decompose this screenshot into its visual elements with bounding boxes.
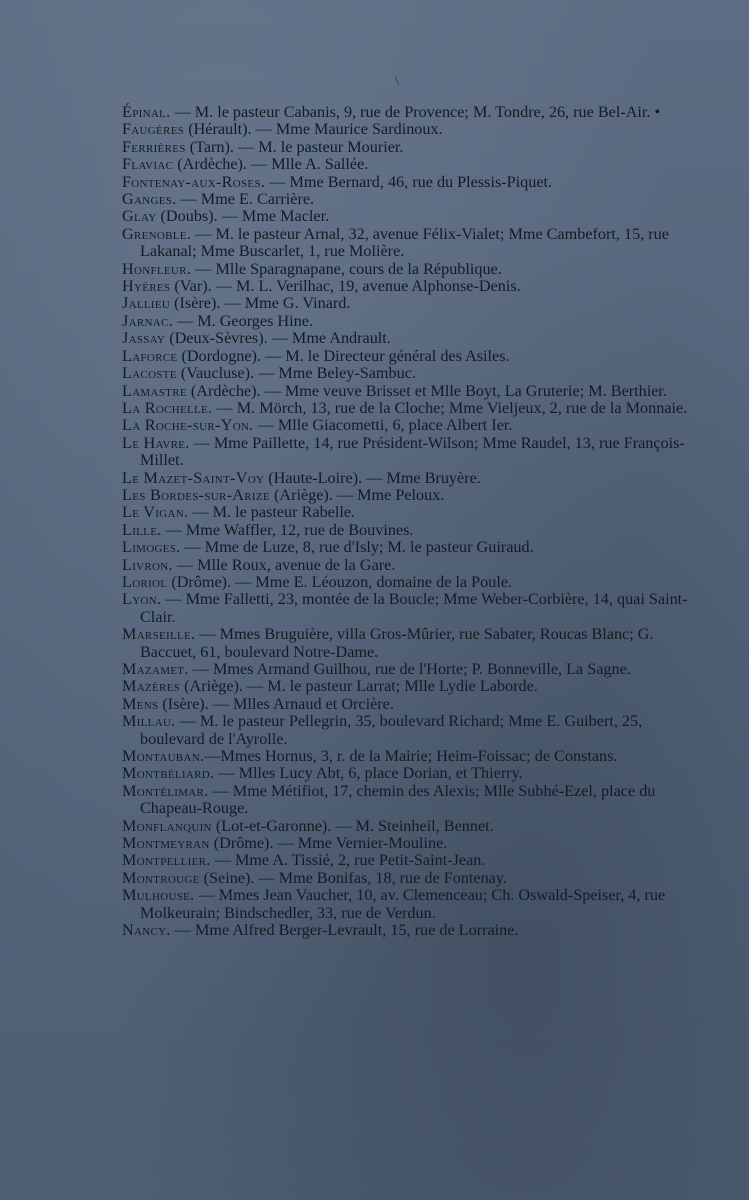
place-name: Livron. bbox=[122, 555, 173, 574]
contact-details: — M. Mörch, 13, rue de la Cloche; Mme Vieljeux, 2, rue de la Monnaie. bbox=[212, 398, 688, 417]
place-name: Montmeyran bbox=[122, 834, 210, 853]
list-item bbox=[122, 435, 688, 470]
contact-details: — Mme Falletti, 23, montée de la Boucle; Mme Weber-Corbière, 14, quai Saint-Clair. bbox=[140, 590, 688, 626]
place-name: Loriol bbox=[122, 572, 168, 591]
list-item bbox=[122, 504, 688, 521]
stray-mark: \ bbox=[395, 74, 399, 89]
list-item bbox=[122, 470, 688, 487]
place-name: Faugères bbox=[122, 120, 185, 139]
contact-details: (Drôme). — Mme Vernier-Mouline. bbox=[209, 834, 448, 853]
list-item bbox=[122, 574, 688, 591]
place-name: Ganges. bbox=[122, 190, 177, 209]
place-name: Le Mazet-Saint-Voy bbox=[122, 468, 265, 487]
list-item bbox=[122, 278, 688, 295]
contact-details: (Doubs). — Mme Macler. bbox=[156, 207, 330, 226]
address-list bbox=[122, 104, 688, 940]
place-name: Mazères bbox=[122, 677, 181, 696]
contact-details: — M. le pasteur Pellegrin, 35, boulevard Richard; Mme E. Guibert, 25, boulevard de l'Ayrolle. bbox=[140, 712, 643, 748]
place-name: Mens bbox=[122, 694, 159, 713]
list-item bbox=[122, 208, 688, 225]
list-item bbox=[122, 922, 688, 939]
list-item bbox=[122, 104, 688, 121]
contact-details: — Mmes Jean Vaucher, 10, av. Clemenceau; Ch. Oswald-Speiser, 4, rue Molkeurain; Bindschedler, 33, rue de Verdun. bbox=[140, 886, 666, 922]
contact-details: (Ardèche). — Mlle A. Sallée. bbox=[173, 155, 369, 174]
contact-details: — Mme de Luze, 8, rue d'Isly; M. le pasteur Guiraud. bbox=[180, 538, 534, 557]
list-item bbox=[122, 417, 688, 434]
list-item bbox=[122, 522, 688, 539]
contact-details: (Isère). — Mlles Arnaud et Orcière. bbox=[158, 694, 394, 713]
contact-details: — Mlle Giacometti, 6, place Albert Ier. bbox=[253, 416, 513, 435]
list-item bbox=[122, 156, 688, 173]
contact-details: (Dordogne). — M. le Directeur général des Asiles. bbox=[177, 346, 510, 365]
list-item bbox=[122, 783, 688, 818]
list-item bbox=[122, 226, 688, 261]
list-item bbox=[122, 121, 688, 138]
contact-details: — Mmes Bruguière, villa Gros-Mûrier, rue Sabater, Roucas Blanc; G. Baccuet, 61, boulevard Notre-Dame. bbox=[140, 625, 654, 661]
list-item bbox=[122, 713, 688, 748]
place-name: Grenoble. bbox=[122, 224, 192, 243]
place-name: Jarnac. bbox=[122, 311, 173, 330]
list-item bbox=[122, 557, 688, 574]
contact-details: (Tarn). — M. le pasteur Mourier. bbox=[185, 137, 404, 156]
list-item bbox=[122, 818, 688, 835]
list-item bbox=[122, 765, 688, 782]
list-item bbox=[122, 835, 688, 852]
place-name: Monflanquin bbox=[122, 816, 212, 835]
contact-details: (Vaucluse). — Mme Beley-Sambuc. bbox=[176, 364, 416, 383]
contact-details: (Haute-Loire). — Mme Bruyère. bbox=[264, 468, 481, 487]
contact-details: —Mmes Hornus, 3, r. de la Mairie; Heim-Foissac; de Constans. bbox=[204, 747, 618, 766]
list-item bbox=[122, 626, 688, 661]
place-name: La Rochelle. bbox=[122, 398, 213, 417]
place-name: Flaviac bbox=[122, 155, 174, 174]
place-name: Épinal. bbox=[122, 103, 171, 121]
place-name: Montbéliard. bbox=[122, 764, 215, 783]
contact-details: — M. le pasteur Arnal, 32, avenue Félix-Vialet; Mme Cambefort, 15, rue Lakanal; Mme Buscarlet, 1, rue Molière. bbox=[140, 224, 669, 261]
contact-details: — M. le pasteur Rabelle. bbox=[188, 503, 356, 522]
list-item bbox=[122, 661, 688, 678]
list-item bbox=[122, 383, 688, 400]
contact-details: — Mme Bernard, 46, rue du Plessis-Piquet. bbox=[265, 172, 553, 191]
list-item bbox=[122, 261, 688, 278]
contact-details: (Isère). — Mme G. Vinard. bbox=[170, 294, 351, 313]
list-item bbox=[122, 139, 688, 156]
contact-details: (Ariège). — M. le pasteur Larrat; Mlle Lydie Laborde. bbox=[180, 677, 538, 696]
list-item bbox=[122, 870, 688, 887]
contact-details: — M. Georges Hine. bbox=[172, 311, 313, 330]
place-name: Nancy. bbox=[122, 921, 171, 940]
place-name: Les Bordes-sur-Arize bbox=[122, 485, 270, 504]
place-name: Limoges. bbox=[122, 538, 181, 557]
contact-details: — Mme Paillette, 14, rue Président-Wilson; Mme Raudel, 13, rue François-Millet. bbox=[140, 433, 685, 470]
place-name: Montauban. bbox=[122, 747, 205, 766]
contact-details: — Mlles Lucy Abt, 6, place Dorian, et Thierry. bbox=[214, 764, 523, 783]
list-item bbox=[122, 591, 688, 626]
place-name: Mazamet. bbox=[122, 660, 189, 678]
place-name: Millau. bbox=[122, 712, 176, 731]
list-item bbox=[122, 191, 688, 208]
place-name: Honfleur. bbox=[122, 259, 192, 278]
contact-details: — Mlle Roux, avenue de la Gare. bbox=[172, 555, 396, 574]
place-name: Marseille. bbox=[122, 625, 196, 644]
contact-details: (Var). — M. L. Verilhac, 19, avenue Alphonse-Denis. bbox=[170, 277, 521, 296]
contact-details: (Ariège). — Mme Peloux. bbox=[269, 485, 445, 504]
contact-details: (Seine). — Mme Bonifas, 18, rue de Fontenay. bbox=[199, 868, 507, 887]
contact-details: — M. le pasteur Cabanis, 9, rue de Provence; M. Tondre, 26, rue Bel-Air. • bbox=[170, 103, 661, 121]
place-name: Mulhouse. bbox=[122, 886, 195, 905]
list-item bbox=[122, 313, 688, 330]
list-item bbox=[122, 487, 688, 504]
place-name: La Roche-sur-Yon. bbox=[122, 416, 254, 435]
contact-details: — Mme Métifiot, 17, chemin des Alexis; Mlle Subhé-Ezel, place du Chapeau-Rouge. bbox=[140, 781, 656, 818]
place-name: Jassay bbox=[122, 329, 166, 348]
place-name: Hyères bbox=[122, 277, 171, 296]
contact-details: (Hérault). — Mme Maurice Sardinoux. bbox=[184, 120, 443, 139]
list-item bbox=[122, 330, 688, 347]
list-item bbox=[122, 295, 688, 312]
contact-details: — Mme Waffler, 12, rue de Bouvines. bbox=[161, 520, 414, 539]
contact-details: — Mme E. Carrière. bbox=[176, 190, 315, 209]
place-name: Lamastre bbox=[122, 381, 187, 400]
place-name: Jallieu bbox=[122, 294, 171, 313]
contact-details: (Ardèche). — Mme veuve Brisset et Mlle Boyt, La Gruterie; M. Berthier. bbox=[186, 381, 667, 400]
place-name: Lille. bbox=[122, 520, 162, 539]
contact-details: — Mlle Sparagnapane, cours de la République. bbox=[191, 259, 502, 278]
list-item bbox=[122, 748, 688, 765]
place-name: Lacoste bbox=[122, 364, 177, 383]
contact-details: — Mmes Armand Guilhou, rue de l'Horte; P. Bonneville, La Sagne. bbox=[188, 660, 631, 678]
list-item bbox=[122, 365, 688, 382]
list-item bbox=[122, 348, 688, 365]
list-item bbox=[122, 696, 688, 713]
place-name: Montélimar. bbox=[122, 781, 209, 800]
contact-details: — Mme Alfred Berger-Levrault, 15, rue de Lorraine. bbox=[170, 921, 519, 940]
place-name: Montpellier. bbox=[122, 851, 211, 870]
list-item bbox=[122, 174, 688, 191]
list-item bbox=[122, 678, 688, 695]
place-name: Montrouge bbox=[122, 868, 200, 887]
contact-details: (Lot-et-Garonne). — M. Steinheil, Bennet. bbox=[211, 816, 494, 835]
list-item bbox=[122, 400, 688, 417]
contact-details: — Mme A. Tissié, 2, rue Petit-Saint-Jean. bbox=[210, 851, 486, 870]
list-item bbox=[122, 887, 688, 922]
place-name: Le Havre. bbox=[122, 433, 190, 452]
place-name: Lyon. bbox=[122, 590, 162, 609]
contact-details: (Deux-Sèvres). — Mme Andrault. bbox=[165, 329, 391, 348]
list-item bbox=[122, 852, 688, 869]
place-name: Le Vigan. bbox=[122, 503, 189, 522]
place-name: Fontenay-aux-Roses. bbox=[122, 172, 266, 191]
place-name: Laforce bbox=[122, 346, 178, 365]
contact-details: (Drôme). — Mme E. Léouzon, domaine de la Poule. bbox=[167, 572, 513, 591]
list-item bbox=[122, 539, 688, 556]
place-name: Ferrières bbox=[122, 137, 186, 156]
place-name: Glay bbox=[122, 207, 157, 226]
